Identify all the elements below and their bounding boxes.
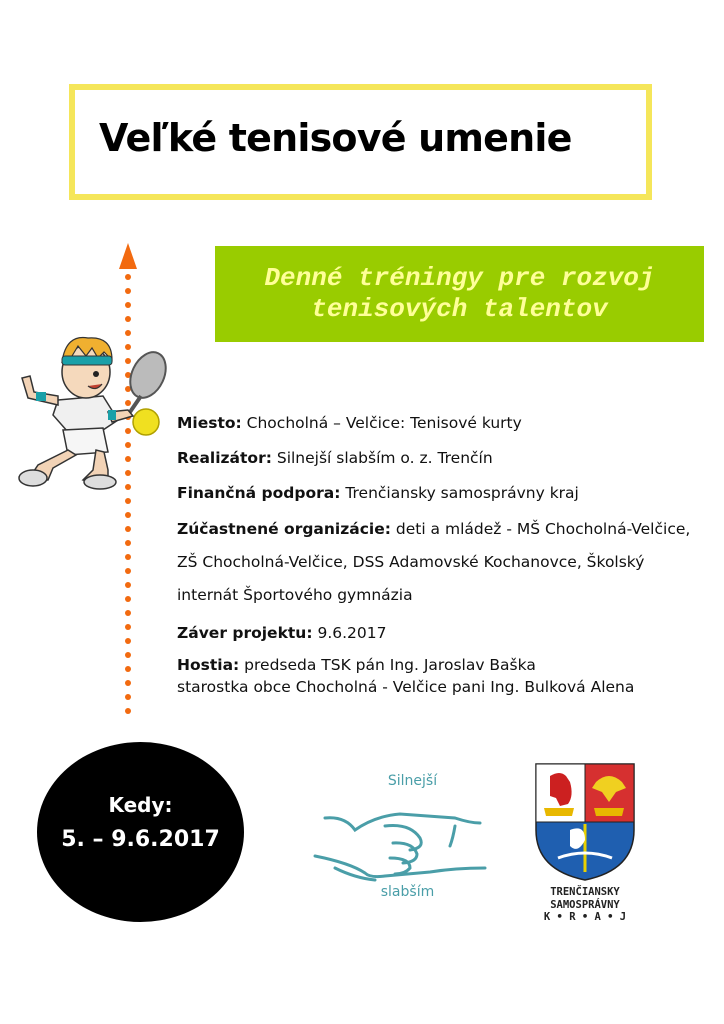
date-badge <box>37 742 244 922</box>
funding-label: Finančná podpora: <box>177 484 341 502</box>
date-label: Kedy: <box>108 792 173 817</box>
tennis-player-illustration <box>8 330 168 490</box>
guests-row <box>177 654 707 698</box>
guests-label: Hostia: <box>177 656 240 674</box>
project-end-value: 9.6.2017 <box>312 624 387 642</box>
project-end-row <box>177 619 707 647</box>
title-box <box>69 84 652 200</box>
logo-text-top: Silnejší <box>387 773 438 789</box>
organizations-label: Zúčastnené organizácie: <box>177 520 391 538</box>
guests-line-2: starostka obce Chocholná - Velčice pani Ing. Bulková Alena <box>177 678 635 696</box>
implementer-label: Realizátor: <box>177 449 272 467</box>
organizations-row <box>177 513 707 612</box>
funding-row <box>177 479 707 507</box>
place-label: Miesto: <box>177 414 242 432</box>
funding-value: Trenčiansky samosprávny kraj <box>340 484 579 502</box>
silnejsi-slabsim-logo <box>305 768 500 908</box>
date-value: 5. – 9.6.2017 <box>61 826 220 852</box>
event-details <box>177 409 707 705</box>
tsk-line-2: SAMOSPRÁVNY <box>550 898 620 911</box>
organizations-value: deti a mládež - MŠ Chocholná-Velčice, ZŠ Chocholná-Velčice, DSS Adamovské Kochanovce, Školský internát Športového gymnázia <box>177 520 691 604</box>
coat-of-arms-icon <box>530 762 640 882</box>
logo-text-bottom: slabším <box>380 884 435 900</box>
subtitle-text <box>264 263 654 325</box>
tsk-line-1: TRENČIANSKY <box>550 886 620 898</box>
guests-line-1: predseda TSK pán Ing. Jaroslav Baška <box>239 656 536 674</box>
subtitle-line-2: tenisových talentov <box>311 294 608 324</box>
subtitle-box <box>215 246 704 342</box>
tsk-line-3: K • R • A • J <box>543 911 627 923</box>
project-end-label: Záver projektu: <box>177 624 313 642</box>
place-value: Chocholná – Velčice: Tenisové kurty <box>241 414 522 432</box>
poster-title: Veľké tenisové umenie <box>99 116 572 160</box>
implementer-row <box>177 444 707 472</box>
tsk-logo-text <box>530 886 640 924</box>
place-row <box>177 409 707 437</box>
trenciansky-kraj-logo <box>530 762 640 932</box>
implementer-value: Silnejší slabším o. z. Trenčín <box>271 449 493 467</box>
subtitle-line-1: Denné tréningy pre rozvoj <box>264 263 655 293</box>
